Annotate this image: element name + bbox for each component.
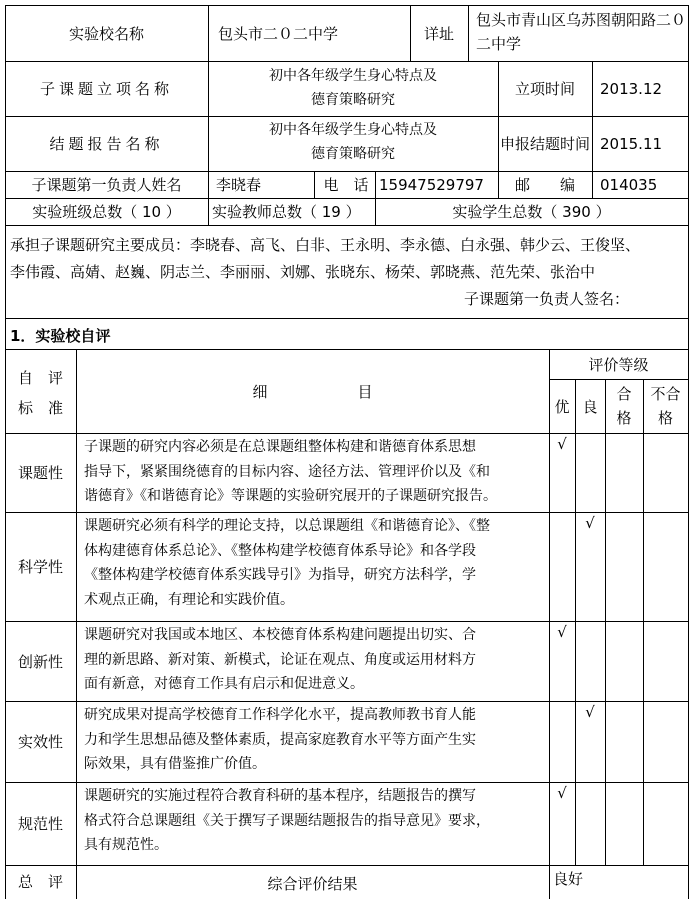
report-name-line1: 初中各年级学生身心特点及	[269, 122, 437, 138]
criterion-name: 课题性	[17, 464, 63, 482]
grid-line	[5, 349, 689, 350]
grid-line	[5, 5, 6, 899]
grid-line	[5, 171, 689, 172]
leader-value: 李晓春	[216, 176, 262, 194]
criterion-description-line: 指导下，紧紧围绕德育的目标内容、途径方法、管理评价以及《和	[84, 463, 490, 480]
grid-line	[208, 171, 209, 199]
members-line2: 李伟霞、高婧、赵巍、阴志兰、李丽丽、刘娜、张晓东、杨荣、郭晓燕、范先荣、张治中	[10, 263, 596, 281]
detail-header: 细 目	[252, 382, 373, 401]
criterion-description-line: 力和学生思想品德及整体素质，提高家庭教育水平等方面产生实	[84, 731, 476, 748]
criterion-description	[76, 435, 549, 512]
grid-line	[5, 701, 689, 702]
criterion-description-line: 谐德育》《和谐德育论》等课题的实验研究展开的子课题研究报告。	[84, 488, 497, 504]
zip-value: 014035	[600, 175, 658, 194]
teacher-count: 实验教师总数（ 19 ）	[212, 203, 361, 221]
address-value: 包头市青山区乌苏图朝阳路二０二中学	[476, 11, 687, 53]
grid-line	[5, 318, 689, 319]
apply-time-value: 2015.11	[600, 134, 663, 153]
school-name-value: 包头市二０二中学	[218, 24, 339, 43]
criterion-description-line: 际效果，具有借鉴推广价值。	[84, 756, 266, 772]
project-name-line1: 初中各年级学生身心特点及	[269, 68, 437, 84]
class-count: 实验班级总数（ 10 ）	[32, 203, 181, 221]
grade-good-header: 良	[582, 397, 598, 416]
criterion-description-line: 课题研究必须有科学的理论支持，以总课题组《和谐德育论》、《整	[84, 518, 490, 534]
grid-line	[76, 349, 77, 899]
grade-fail-header: 不合 格	[650, 385, 681, 427]
zip-label: 邮 编	[514, 176, 575, 194]
grid-line	[375, 171, 376, 226]
grid-line	[592, 61, 593, 199]
criterion-description-line: 课题研究对我国或本地区、本校德育体系构建问题提出切实、合	[84, 627, 476, 643]
criterion-description-line: 《整体构建学校德育体系实践导引》为指导，研究方法科学，学	[84, 567, 476, 583]
student-count: 实验学生总数（ 390 ）	[452, 203, 611, 221]
grid-line	[575, 379, 576, 866]
grid-line	[549, 379, 689, 380]
grid-line	[643, 379, 644, 866]
grid-line	[5, 621, 689, 622]
grid-line	[410, 5, 411, 62]
apply-time-label: 申报结题时间	[500, 135, 591, 153]
criterion-description-line: 子课题的研究内容必须是在总课题组整体构建和谐德育体系思想	[84, 439, 476, 455]
grid-line	[208, 198, 209, 226]
leader-label: 子课题第一负责人姓名	[31, 176, 182, 194]
grade-checkmark: √	[585, 703, 595, 721]
grid-line	[5, 116, 689, 117]
criterion-name: 科学性	[17, 558, 63, 576]
summary-label: 总 评	[17, 873, 63, 891]
report-name-line2: 德育策略研究	[311, 146, 395, 162]
grid-line	[5, 433, 689, 434]
criterion-description	[76, 703, 549, 782]
criterion-description-line: 面有新意，对德育工作具有启示和促进意义。	[84, 676, 364, 692]
start-time-value: 2013.12	[600, 79, 663, 98]
grade-header: 评价等级	[588, 355, 649, 374]
members-line1: 承担子课题研究主要成员：李晓春、高飞、白非、王永明、李永德、白永强、韩少云、王俊坚、	[10, 236, 641, 254]
phone-label: 电 话	[323, 176, 369, 194]
school-name-label: 实验校名称	[68, 24, 144, 43]
section-title: 1．实验校自评	[10, 326, 111, 345]
criterion-description-line: 理的新思路、新对策、新模式，论证在观点、角度或运用材料方	[84, 651, 476, 668]
criterion-description	[76, 784, 549, 865]
criterion-description-line: 具有规范性。	[84, 837, 168, 853]
criterion-name: 创新性	[17, 652, 63, 671]
grid-line	[314, 171, 315, 199]
grid-line	[5, 865, 689, 866]
phone-value: 15947529797	[379, 175, 484, 194]
grid-line	[5, 5, 689, 6]
summary-result: 良好	[553, 870, 584, 888]
report-name-value	[208, 118, 498, 170]
grade-checkmark: √	[557, 435, 567, 453]
grid-line	[468, 5, 469, 62]
criterion-description-line: 术观点正确，有理论和实践价值。	[84, 591, 294, 608]
criterion-description	[76, 623, 549, 701]
grade-pass-header: 合 格	[616, 385, 632, 427]
project-name-line2: 德育策略研究	[311, 92, 395, 108]
grid-line	[549, 349, 550, 899]
grade-checkmark: √	[585, 514, 595, 532]
standard-header-b: 标 准	[17, 399, 63, 417]
criterion-description	[76, 514, 549, 621]
grid-line	[688, 5, 689, 899]
grade-checkmark: √	[557, 623, 567, 641]
grid-line	[5, 225, 689, 226]
grid-line	[605, 379, 606, 866]
grid-line	[5, 782, 689, 783]
criterion-description-line: 课题研究的实施过程符合教育科研的基本程序，结题报告的撰写	[84, 788, 476, 804]
address-label: 详址	[423, 24, 454, 43]
grid-line	[498, 61, 499, 199]
criterion-name: 实效性	[17, 733, 63, 751]
members-block	[10, 232, 686, 318]
summary-detail: 综合评价结果	[267, 875, 358, 893]
grade-checkmark: √	[557, 784, 567, 802]
grid-line	[5, 512, 689, 513]
grid-line	[208, 5, 209, 172]
project-name-value	[208, 64, 498, 114]
project-name-label: 子课题立项名称	[39, 80, 173, 98]
signature-label: 子课题第一负责人签名：	[464, 290, 630, 308]
criterion-description-line: 研究成果对提高学校德育工作科学化水平，提高教师教书育人能	[84, 707, 476, 723]
grade-excellent-header: 优	[554, 397, 570, 416]
standard-header	[5, 349, 76, 433]
grid-line	[5, 61, 689, 62]
criterion-description-line: 格式符合总课题组《关于撰写子课题结题报告的指导意见》要求，	[84, 812, 490, 829]
grid-line	[5, 198, 689, 199]
criterion-name: 规范性	[17, 815, 63, 833]
start-time-label: 立项时间	[514, 80, 575, 98]
criterion-description-line: 体构建德育体系总论》、《整体构建学校德育体系导论》和各学段	[84, 542, 476, 559]
standard-header-a: 自 评	[17, 369, 63, 387]
report-name-label: 结题报告名称	[49, 135, 164, 153]
